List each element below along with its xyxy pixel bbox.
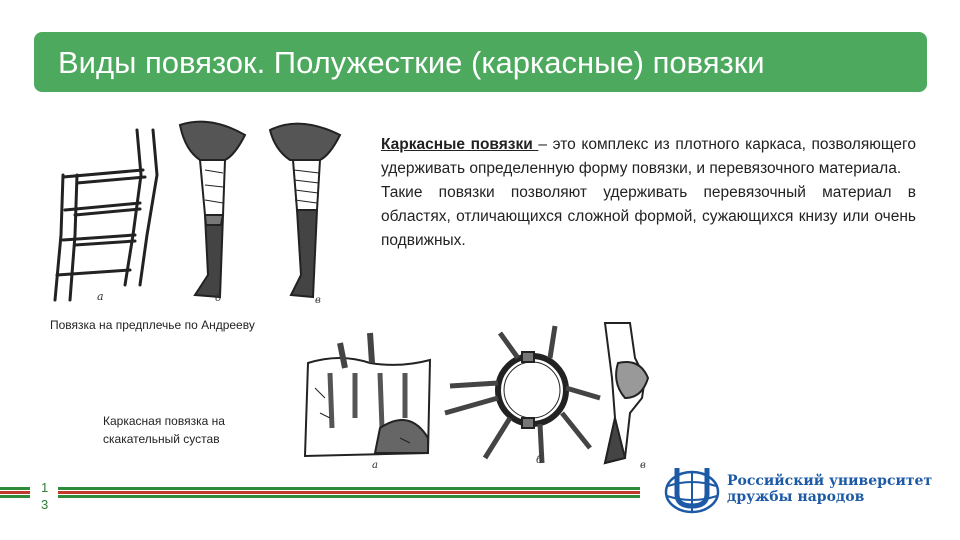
page-number-line2: 3 xyxy=(41,497,49,512)
figure-hock-bandage xyxy=(300,318,660,473)
fig-bottom-letter-a: а xyxy=(372,460,378,471)
paragraph-2: Такие повязки позволяют удерживать перевязочный материал в областях, отличающихся сложной формой, сужающихся книзу или очень подвижных. xyxy=(381,184,916,249)
definition-rest: – это комплекс из плотного каркаса, позволяющего удерживать определенную форму повязки, и перевязочного материала. xyxy=(381,136,916,177)
slide-title: Виды повязок. Полужесткие (каркасные) повязки xyxy=(58,45,765,80)
caption-hock: Каркасная повязка на скакательный сустав xyxy=(103,414,225,446)
caption-andreev: Повязка на предплечье по Андрееву xyxy=(50,318,255,332)
fig-top-letter-b: б xyxy=(215,293,222,304)
university-name-line1: Российский университет xyxy=(727,473,933,489)
page-number xyxy=(41,479,48,513)
page-number-line1: 1 xyxy=(41,480,49,495)
definition-text xyxy=(381,133,916,253)
figure-andreev-splint xyxy=(45,115,350,310)
university-name xyxy=(727,473,932,505)
title-bar xyxy=(34,32,927,92)
fig-bottom-letter-c: в xyxy=(640,460,646,471)
definition-paragraph xyxy=(381,133,916,181)
fig-top-letter-a: а xyxy=(97,290,104,303)
university-logo-icon xyxy=(663,466,721,514)
definition-term: Каркасные повязки xyxy=(381,136,539,153)
fig-top-letter-c: в xyxy=(315,295,321,306)
fig-bottom-letter-b: б xyxy=(536,455,543,466)
university-name-line2: дружбы народов xyxy=(727,489,865,505)
